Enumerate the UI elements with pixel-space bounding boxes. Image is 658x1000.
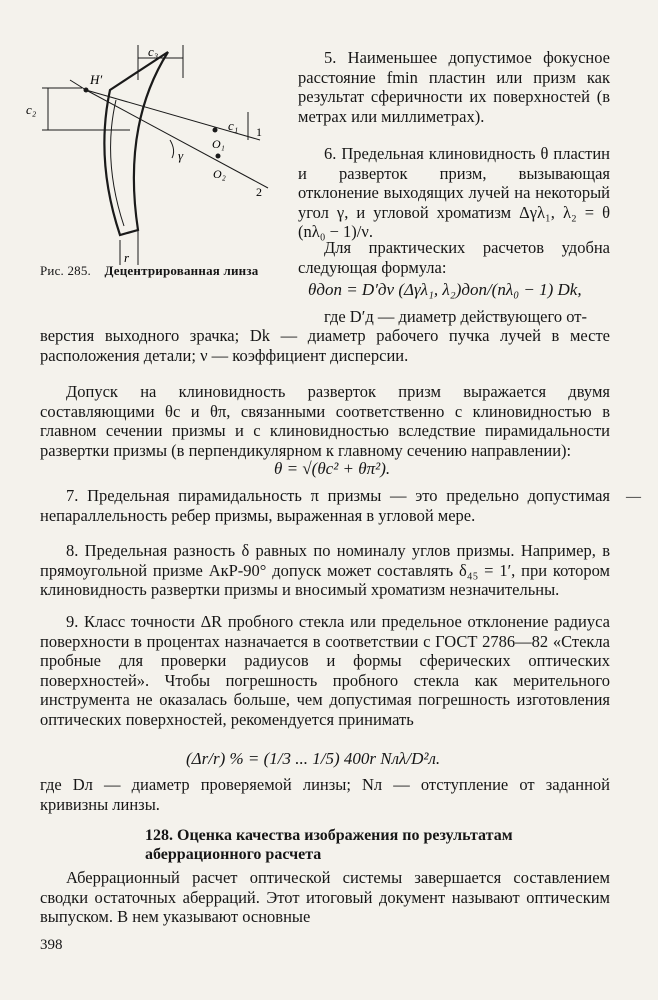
formula-theta-allowed: θдоп = D′дν (Δγλ₁, λ₂)доп/(nλ₀ − 1) Dk,	[308, 280, 582, 299]
section-paragraph: Аберрационный расчет оптической системы завершается составлением сводки остаточных аберраций. Этот итоговый документ называют оптическим выпуском. В нем указывают основные	[40, 868, 610, 926]
axis-2	[86, 90, 268, 188]
formula-theta-total: θ = √(θc² + θπ²).	[274, 459, 391, 478]
point-o2	[216, 154, 221, 159]
label-gamma: γ	[178, 148, 184, 163]
figure-caption	[40, 262, 280, 279]
item-6: 6. Предельная клиновидность θ пластин и разверток призм, вызывающая отклонение выходящих лучей на некоторый угол γ, и угловой хроматизм Δγλ₁, λ₂ = θ (nλ₀ − 1)/ν.	[298, 144, 610, 241]
gamma-arc	[170, 140, 174, 158]
tolerance-paragraph: Допуск на клиновидность разверток призм выражается двумя составляющими θc и θπ, связанными соответственно с клиновидностью в главном сечении призмы и с клиновидностью вследствие пирамидальности развертки призмы (в перпендикулярном к главному сечению направлении):	[40, 382, 610, 460]
label-axis-1: 1	[256, 125, 262, 139]
item-8: 8. Предельная разность δ равных по номиналу углов призмы. Например, в прямоугольной призме АкР-90° допуск может составлять δ₄₅ = 1′, при котором клиновидность развертки призмы и вносимый хроматизм незначительны.	[40, 541, 610, 599]
margin-mark: —	[626, 489, 641, 505]
where-3: где Dл — диаметр проверяемой линзы; Nл — отступление от заданной кривизны линзы.	[40, 775, 610, 814]
point-o1	[213, 128, 218, 133]
item-7: 7. Предельная пирамидальность π призмы — это предельно допустимая непараллельность ребер призмы, выраженная в угловой мере.	[40, 486, 610, 525]
label-h-prime: H′	[90, 72, 103, 87]
figure-285	[20, 40, 285, 270]
decentered-lens-diagram	[20, 40, 285, 270]
label-c3: c₃	[148, 44, 159, 59]
label-o1: O₁	[212, 137, 225, 151]
where-1-start: где D′д — диаметр действующего от-	[324, 307, 587, 326]
lens-outline	[104, 52, 168, 235]
where-1-continued: верстия выходного зрачка; Dk — диаметр рабочего пучка лучей в месте расположения детали; ν — коэффициент дисперсии.	[40, 326, 610, 365]
label-c2: c₂	[26, 102, 37, 117]
practical-formula-intro: Для практических расчетов удобна следующая формула:	[298, 238, 610, 277]
label-c1: c₁	[228, 118, 239, 133]
page-number: 398	[40, 937, 63, 953]
label-axis-2: 2	[256, 185, 262, 199]
label-o2: O₂	[213, 167, 226, 181]
label-r: r	[124, 250, 130, 265]
formula-radius-deviation: (Δr/r) % = (1/3 ... 1/5) 400r Nлλ/D²л.	[186, 749, 441, 768]
section-heading: 128. Оценка качества изображения по результатам аберрационного расчета	[145, 827, 513, 863]
item-5: 5. Наименьшее допустимое фокусное расстояние fmin пластин или призм как результат сферичности их поверхностей (в метрах или миллиметрах).	[298, 48, 610, 126]
item-9: 9. Класс точности ΔR пробного стекла или предельное отклонение радиуса поверхности в процентах назначается в соответствии с ГОСТ 2786—82 «Стекла пробные для проверки радиусов и формы сферических оптических поверхностей». Чтобы погрешность пробного стекла как мерительного инструмента не оказалась больше, чем допустимая погрешность изготовления оптических поверхностей, рекомендуется принимать	[40, 612, 610, 729]
caption-title: Децентрированная линза	[104, 263, 259, 278]
caption-number: Рис. 285.	[40, 263, 92, 278]
